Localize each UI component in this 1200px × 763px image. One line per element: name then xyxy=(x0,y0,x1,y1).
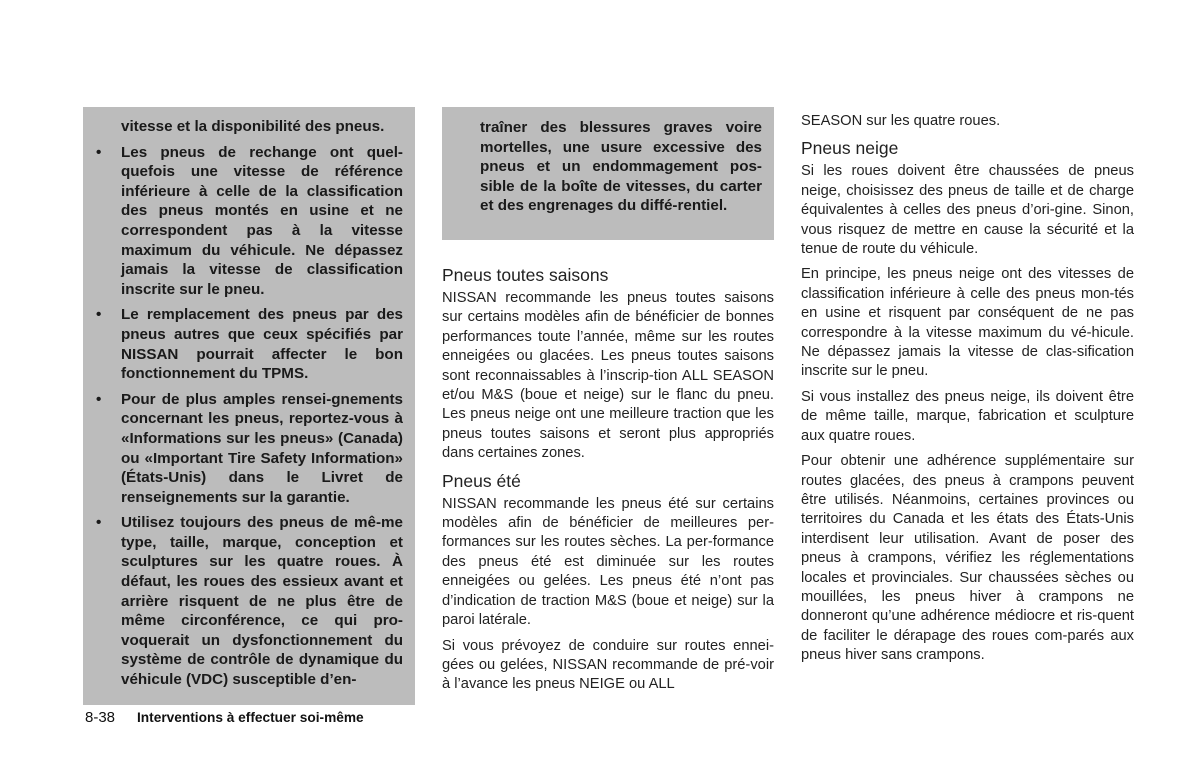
page-number: 8-38 xyxy=(85,709,116,726)
warning-bullet: • Pour de plus amples rensei-gnements concernant les pneus, reportez-vous à «Informations sur les pneus» (Canada) ou «Important Tire Safety Information» (États-Unis) dans le Livret de renseignements sur la garantie. xyxy=(95,390,403,508)
warning-box-continuation xyxy=(442,107,774,240)
right-column xyxy=(801,112,1134,672)
warning-bullet-list xyxy=(95,143,403,690)
snow-paragraph: En principe, les pneus neige ont des vitesses de classification inférieure à celle des pneus mon-tés en usine et risquent par conséquent de ne pas correspondre à la vitesse maximum du vé-hicule. Ne dépassez jamais la vitesse de clas-sification inscrite sur le pneu. xyxy=(801,266,1134,380)
warning-bullet: • Les pneus de rechange ont quel-quefois une vitesse de référence inférieure à celle de la classification des pneus montés en usine et ne correspondent pas à la vitesse maximum du véhicule. Ne dépassez jamais la vitesse de classification inscrite sur le pneu. xyxy=(95,143,403,300)
warning-box-left xyxy=(83,107,415,705)
middle-column xyxy=(442,258,774,701)
all-season-heading: Pneus toutes saisons xyxy=(442,265,609,285)
section-title: Interventions à effectuer soi-même xyxy=(137,710,364,725)
snow-paragraph: Si les roues doivent être chaussées de pneus neige, choisissez des pneus de taille et de charge équivalentes à celles des pneus d’ori-gine. Sinon, vous risquez de mettre en cause la sécurité et la tenue de route du véhicule. xyxy=(801,163,1134,258)
summer-paragraph: Si vous prévoyez de conduire sur routes ennei-gées ou gelées, NISSAN recommande de pré-voir à l’avance les pneus NEIGE ou ALL xyxy=(442,637,774,693)
page-footer xyxy=(85,709,364,726)
continuation-paragraph: SEASON sur les quatre roues. xyxy=(801,113,1001,129)
summer-heading: Pneus été xyxy=(442,470,521,491)
warning-bullet: • Le remplacement des pneus par des pneus autres que ceux spécifiés par NISSAN pourrait affecter le bon fonctionnement du TPMS. xyxy=(95,305,403,383)
snow-paragraph: Pour obtenir une adhérence supplémentaire sur routes glacées, des pneus à crampons peuvent être utilisés. Néanmoins, certaines provinces ou territoires du Canada et les états des États-Unis interdisent leur utilisation. Avant de poser des pneus à crampons, vérifiez les réglementations locales et provinciales. Sur chaussées sèches ou mouillées, les pneus hiver à crampons ne donneront qu’une adhérence médiocre et ris-quent de faciliter le dérapage des roues com-parés aux pneus hiver sans crampons. xyxy=(801,453,1134,664)
warning-bullet: • Utilisez toujours des pneus de mê-me type, taille, marque, conception et sculptures sur les quatre roues. À défaut, les roues des essieux avant et arrière risquent de ne plus être de même circonférence, ce qui pro-voquerait un dysfonctionnement du système de contrôle de dynamique du véhicule (VDC) susceptible d’en- xyxy=(95,513,403,689)
warning-continuation-text: traîner des blessures graves voire mortelles, une usure excessive des pneus et un endommagement pos-sible de la boîte de vitesses, du carter et des engrenages du diffé-rentiel. xyxy=(480,119,762,215)
snow-heading: Pneus neige xyxy=(801,138,899,159)
snow-paragraph: Si vous installez des pneus neige, ils doivent être de même taille, marque, fabrication et sculpture aux quatre roues. xyxy=(801,388,1134,444)
summer-paragraph: NISSAN recommande les pneus été sur certains modèles afin de bénéficier de meilleures per-formances sur les routes sèches. La per-formance des pneus été est diminuée sur les routes enneigées ou gelées. Les pneus été n’ont pas d’indication de traction M&S (boue et neige) sur la paroi latérale. xyxy=(442,495,774,629)
all-season-paragraph: NISSAN recommande les pneus toutes saisons sur certains modèles afin de bénéficier de bonnes performances toute l’année, même sur les routes enneigées ou glacées. Les pneus toutes saisons sont reconnaissables à l’inscrip-tion ALL SEASON et/ou M&S (boue et neige) sur le flanc du pneu. Les pneus neige ont une meilleure traction que les pneus toutes saisons et seront plus appropriés dans certaines zones. xyxy=(442,290,774,462)
warning-lead-text: vitesse et la disponibilité des pneus. xyxy=(121,118,385,135)
